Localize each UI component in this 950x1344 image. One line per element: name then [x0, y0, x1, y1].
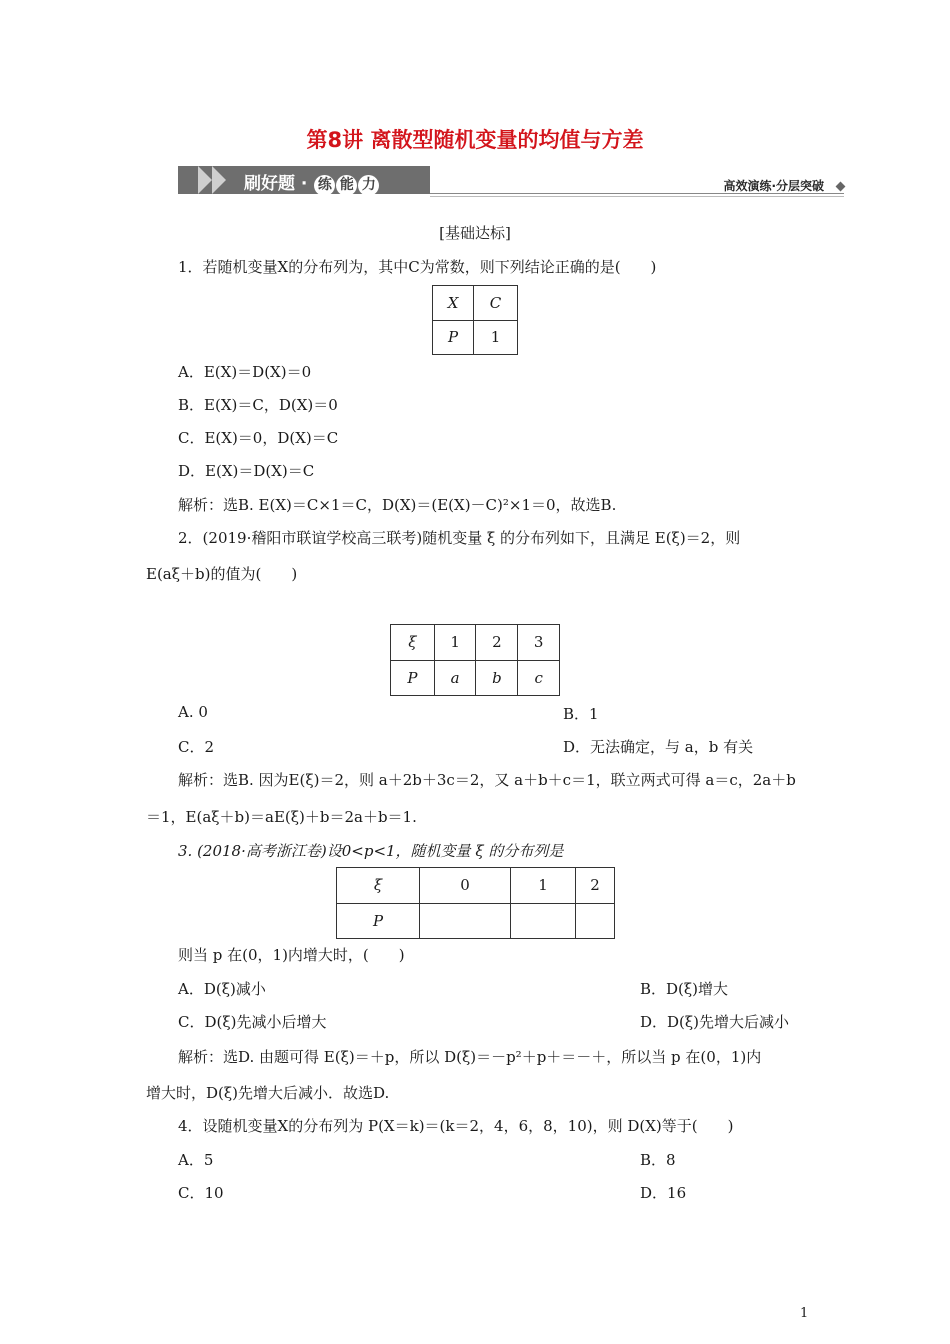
- table-cell: 1: [474, 320, 518, 355]
- banner-rule: [430, 196, 844, 197]
- q2-analysis-line1: 解析：选B. 因为E(ξ)＝2，则 a＋2b＋3c＝2，又 a＋b＋c＝1，联立两式可得 a＝c，2a＋b: [178, 771, 796, 789]
- q3-option-b: B．D(ξ)增大: [640, 980, 729, 998]
- q2-stem-line1: 2．(2019·稽阳市联谊学校高三联考)随机变量 ξ 的分布列如下，且满足 E(ξ)＝2，则: [178, 529, 741, 547]
- q1-option-a: A．E(X)＝D(X)＝0: [178, 363, 312, 381]
- page-title: 第8讲 离散型随机变量的均值与方差: [306, 128, 644, 152]
- q3-option-d: D．D(ξ)先增大后减小: [640, 1013, 790, 1031]
- banner-label: 刷好题 · 练 能 力: [244, 169, 379, 196]
- table-cell: C: [474, 286, 518, 321]
- table-cell: a: [434, 660, 476, 696]
- q3-table: [336, 867, 615, 939]
- table-cell: [576, 903, 615, 939]
- banner-right-text: 高效演练·分层突破: [723, 179, 824, 193]
- q1-option-b: B．E(X)＝C，D(X)＝0: [178, 396, 338, 414]
- q1-option-c: C．E(X)＝0，D(X)＝C: [178, 429, 339, 447]
- chevron-icon: [212, 166, 226, 194]
- q2-stem-line2: E(aξ＋b)的值为( ): [146, 565, 298, 583]
- table-cell: ξ: [337, 868, 420, 904]
- table-cell: 0: [420, 868, 511, 904]
- table-cell: P: [337, 903, 420, 939]
- table-cell: c: [518, 660, 560, 696]
- table-cell: [511, 903, 576, 939]
- q1-table: [432, 285, 518, 355]
- q3-sub: 则当 p 在(0，1)内增大时，( ): [178, 946, 405, 964]
- q4-option-d: D．16: [640, 1184, 687, 1202]
- q2-table: [390, 624, 560, 696]
- q3-analysis-line1: 解析：选D. 由题可得 E(ξ)＝＋p，所以 D(ξ)＝－p²＋p＋＝－＋，所以当 p 在(0，1)内: [178, 1048, 762, 1066]
- table-cell: 1: [511, 868, 576, 904]
- table-cell: 2: [576, 868, 615, 904]
- q2-option-a: A. 0: [178, 703, 208, 721]
- banner-circle-1: 练: [314, 175, 335, 196]
- table-cell: X: [433, 286, 474, 321]
- table-cell: 3: [518, 625, 560, 661]
- diamond-icon: [836, 182, 846, 192]
- q2-analysis-line2: ＝1，E(aξ＋b)＝aE(ξ)＋b＝2a＋b＝1.: [146, 808, 417, 826]
- q3-analysis-line2: 增大时，D(ξ)先增大后减小．故选D.: [146, 1084, 390, 1102]
- section-banner: [178, 163, 846, 199]
- table-cell: 2: [476, 625, 518, 661]
- q2-option-d: D．无法确定，与 a，b 有关: [563, 738, 754, 756]
- table-cell: 1: [434, 625, 476, 661]
- q2-option-c: C．2: [178, 738, 215, 756]
- q4-option-c: C．10: [178, 1184, 224, 1202]
- chevron-icon: [198, 166, 212, 194]
- q3-option-c: C．D(ξ)先减小后增大: [178, 1013, 327, 1031]
- q1-option-d: D．E(X)＝D(X)＝C: [178, 462, 315, 480]
- table-cell: P: [391, 660, 435, 696]
- table-cell: b: [476, 660, 518, 696]
- q3-option-a: A．D(ξ)减小: [178, 980, 266, 998]
- section-heading: [基础达标]: [439, 224, 511, 242]
- banner-circle-2: 能: [336, 175, 357, 196]
- table-cell: P: [433, 320, 474, 355]
- q4-option-b: B．8: [640, 1151, 676, 1169]
- q4-option-a: A．5: [178, 1151, 214, 1169]
- q3-stem: 3. (2018·高考浙江卷)设0<p<1，随机变量 ξ 的分布列是: [178, 842, 564, 860]
- q2-option-b: B．1: [563, 705, 599, 723]
- table-cell: ξ: [391, 625, 435, 661]
- q4-stem: 4．设随机变量X的分布列为 P(X＝k)＝(k＝2，4，6，8，10)，则 D(X)等于( ): [178, 1117, 734, 1135]
- banner-circle-3: 力: [358, 175, 379, 196]
- q1-analysis: 解析：选B. E(X)＝C×1＝C，D(X)＝(E(X)－C)²×1＝0，故选B.: [178, 496, 617, 514]
- table-cell: [420, 903, 511, 939]
- page-number: 1: [800, 1306, 809, 1321]
- q1-stem: 1．若随机变量X的分布列为，其中C为常数，则下列结论正确的是( ): [178, 258, 657, 276]
